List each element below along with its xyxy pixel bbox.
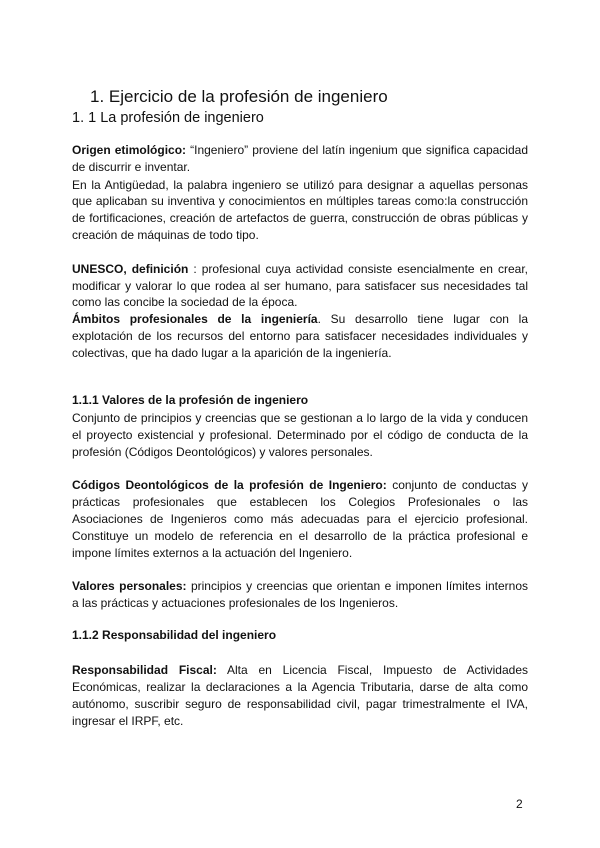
personales-line-2: a las prácticas y actuaciones profesionales de los Ingenieros. xyxy=(72,596,399,610)
unesco-line-3: como las concibe la sociedad de la época. xyxy=(72,295,298,309)
ambitos-line-3: colectivas, que ha dado lugar a la aparición de la ingeniería. xyxy=(72,346,392,360)
codigos-line-4: Constituye un modelo de referencia en el desarrollo de la práctica profesional e xyxy=(72,529,528,543)
origen-line-5: de fortificaciones, creación de artefactos de guerra, construcción de obras públicas y xyxy=(72,211,528,225)
heading-1: 1. Ejercicio de la profesión de ingeniero xyxy=(90,87,388,106)
personales-line-1: Valores personales: principios y creencias que orientan e imponen límites internos xyxy=(72,579,528,593)
personales-label: Valores personales: xyxy=(72,579,187,593)
responsabilidad-line-3: autónomo, suscribir seguro de responsabilidad civil, pagar trimestralmente el IVA, xyxy=(72,697,528,711)
page-number: 2 xyxy=(516,797,523,811)
unesco-label: UNESCO, definición xyxy=(72,262,189,276)
origen-line-3: En la Antigüedad, la palabra ingeniero se utilizó para designar a aquellas personas xyxy=(72,178,528,192)
responsabilidad-line-4: ingresar el IRPF, etc. xyxy=(72,714,184,728)
codigos-line-1: Códigos Deontológicos de la profesión de Ingeniero: conjunto de conductas y xyxy=(72,478,528,492)
unesco-line-1: UNESCO, definición : profesional cuya actividad consiste esencialmente en crear, xyxy=(72,262,528,276)
valores-line-3: profesión (Códigos Deontológicos) y valores personales. xyxy=(72,445,373,459)
unesco-line-2: modificar y valorar lo que rodea al ser humano, para satisfacer sus necesidades tal xyxy=(72,279,528,293)
origen-label: Origen etimológico: xyxy=(72,143,187,157)
valores-heading: 1.1.1 Valores de la profesión de ingeniero xyxy=(72,393,309,407)
codigos-line-2: prácticas profesionales que establecen los Colegios Profesionales o las xyxy=(72,495,528,509)
origen-line-6: creación de máquinas de todo tipo. xyxy=(72,228,259,242)
ambitos-label: Ámbitos profesionales de la ingeniería xyxy=(72,312,318,326)
valores-line-1: Conjunto de principios y creencias que se gestionan a lo largo de la vida y conducen xyxy=(72,411,528,425)
ambitos-line-2: explotación de los recursos del entorno para satisfacer necesidades individuales y xyxy=(72,329,528,343)
origen-line-2: de discurrir e inventar. xyxy=(72,160,191,174)
responsabilidad-heading: 1.1.2 Responsabilidad del ingeniero xyxy=(72,628,277,642)
valores-line-2: el proyecto existencial y profesional. Determinado por el código de conducta de la xyxy=(72,428,528,442)
origen-line-4: que aplicaban su inventiva y conocimientos en múltiples tareas como:la construcción xyxy=(72,194,528,208)
codigos-line-5: impone límites externos a la actuación del Ingeniero. xyxy=(72,546,353,560)
responsabilidad-line-2: Económicas, realizar la declaraciones a la Agencia Tributaria, darse de alta como xyxy=(72,680,528,694)
origen-line-1: Origen etimológico: “Ingeniero” proviene del latín ingenium que significa capacidad xyxy=(72,143,528,157)
heading-2: 1. 1 La profesión de ingeniero xyxy=(72,110,264,126)
responsabilidad-line-1: Responsabilidad Fiscal: Alta en Licencia Fiscal, Impuesto de Actividades xyxy=(72,663,528,677)
responsabilidad-label: Responsabilidad Fiscal: xyxy=(72,663,217,677)
codigos-line-3: Asociaciones de Ingenieros como más adecuadas para el ejercicio profesional. xyxy=(72,512,528,526)
codigos-label: Códigos Deontológicos de la profesión de Ingeniero: xyxy=(72,478,387,492)
ambitos-line-1: Ámbitos profesionales de la ingeniería. Su desarrollo tiene lugar con la xyxy=(72,312,528,326)
